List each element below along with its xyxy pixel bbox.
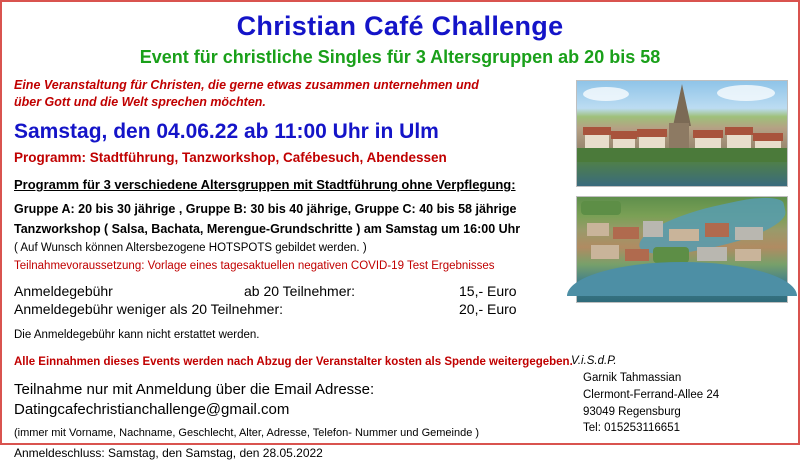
publisher-name: Garnik Tahmassian <box>583 372 682 385</box>
visdp-label: V.i.S.d.P. <box>571 354 617 367</box>
event-date-line: Samstag, den 04.06.22 ab 11:00 Uhr in Ulm <box>14 120 439 144</box>
roof-shape <box>753 133 783 141</box>
park-shape <box>581 201 621 215</box>
cloud-shape <box>583 87 629 101</box>
registration-deadline: Anmeldeschluss: Samstag, den Samstag, den 28.05.2022 <box>14 446 323 460</box>
intro-line-2: über Gott und die Welt sprechen möchten. <box>14 95 266 110</box>
intro-text <box>14 77 574 111</box>
age-groups: Gruppe A: 20 bis 30 jährige , Gruppe B: 30 bis 40 jährige, Gruppe C: 40 bis 58 jährige <box>14 202 517 217</box>
flyer-left-column <box>14 77 574 460</box>
hotspots-note: ( Auf Wunsch können Altersbezogene HOTSPOTS gebildet werden. ) <box>14 242 367 255</box>
building-block-shape <box>625 249 649 261</box>
dance-workshop: Tanzworkshop ( Salsa, Bachata, Merengue-Grundschritte ) am Samstag um 16:00 Uhr <box>14 222 521 237</box>
building-block-shape <box>643 221 663 237</box>
roof-shape <box>611 131 637 139</box>
covid-requirement: Teilnahmevoraussetzung: Vorlage eines tagesaktuellen negativen COVID-19 Test Ergebnisses <box>14 260 495 273</box>
table-row <box>14 300 517 318</box>
park-shape <box>653 247 689 263</box>
donation-note: Alle Einnahmen dieses Events werden nach Abzug der Veranstalter kosten als Spende weitergegeben. <box>14 356 573 369</box>
publisher-phone: Tel: 015253116651 <box>583 422 680 435</box>
publisher-signature <box>571 353 786 437</box>
flyer-title: Christian Café Challenge <box>236 11 564 41</box>
flyer-subtitle: Event für christliche Singles für 3 Altersgruppen ab 20 bis 58 <box>139 46 661 67</box>
roof-shape <box>693 130 723 138</box>
program-heading: Programm für 3 verschiedene Altersgruppen mit Stadtführung ohne Verpflegung: <box>14 177 516 193</box>
registration-line: Teilnahme nur mit Anmeldung über die Email Adresse: <box>14 381 375 399</box>
church-spire-shape <box>673 84 691 126</box>
river-shape <box>567 262 797 296</box>
table-row <box>14 282 517 300</box>
registration-info <box>14 380 574 419</box>
building-block-shape <box>735 249 761 261</box>
ulm-minster-riverside-photo <box>576 80 788 187</box>
registration-note: (immer mit Vorname, Nachname, Geschlecht, Alter, Adresse, Telefon- Nummer und Gemeinde ) <box>14 427 480 440</box>
photo-column <box>576 80 788 312</box>
building-block-shape <box>587 223 609 236</box>
publisher-city: 93049 Regensburg <box>583 405 681 418</box>
program-summary: Programm: Stadtführung, Tanzworkshop, Cafébesuch, Abendessen <box>14 150 447 166</box>
roof-shape <box>725 127 753 135</box>
fee-label: Anmeldegebühr <box>14 283 113 300</box>
building-block-shape <box>613 227 639 239</box>
river-shape <box>577 162 787 186</box>
building-block-shape <box>697 247 727 261</box>
cloud-shape <box>717 85 775 101</box>
roof-shape <box>637 129 667 137</box>
building-block-shape <box>591 245 619 259</box>
fee-amount: 15,- Euro <box>459 283 517 300</box>
aerial-river-city-photo <box>576 196 788 303</box>
building-block-shape <box>735 227 763 240</box>
fee-label: Anmeldegebühr weniger als 20 Teilnehmer: <box>14 301 284 318</box>
building-block-shape <box>669 229 699 241</box>
fee-condition: ab 20 Teilnehmer: <box>244 283 356 300</box>
building-block-shape <box>705 223 729 237</box>
fee-table <box>14 282 517 318</box>
fee-amount: 20,- Euro <box>459 301 517 318</box>
publisher-street: Clermont-Ferrand-Allee 24 <box>583 388 720 401</box>
no-refund-note: Die Anmeldegebühr kann nicht erstattet werden. <box>14 329 260 342</box>
roof-shape <box>583 127 611 135</box>
registration-email[interactable]: Datingcafechristianchallenge@gmail.com <box>14 400 290 418</box>
intro-line-1: Eine Veranstaltung für Christen, die gerne etwas zusammen unternehmen und <box>14 78 479 93</box>
